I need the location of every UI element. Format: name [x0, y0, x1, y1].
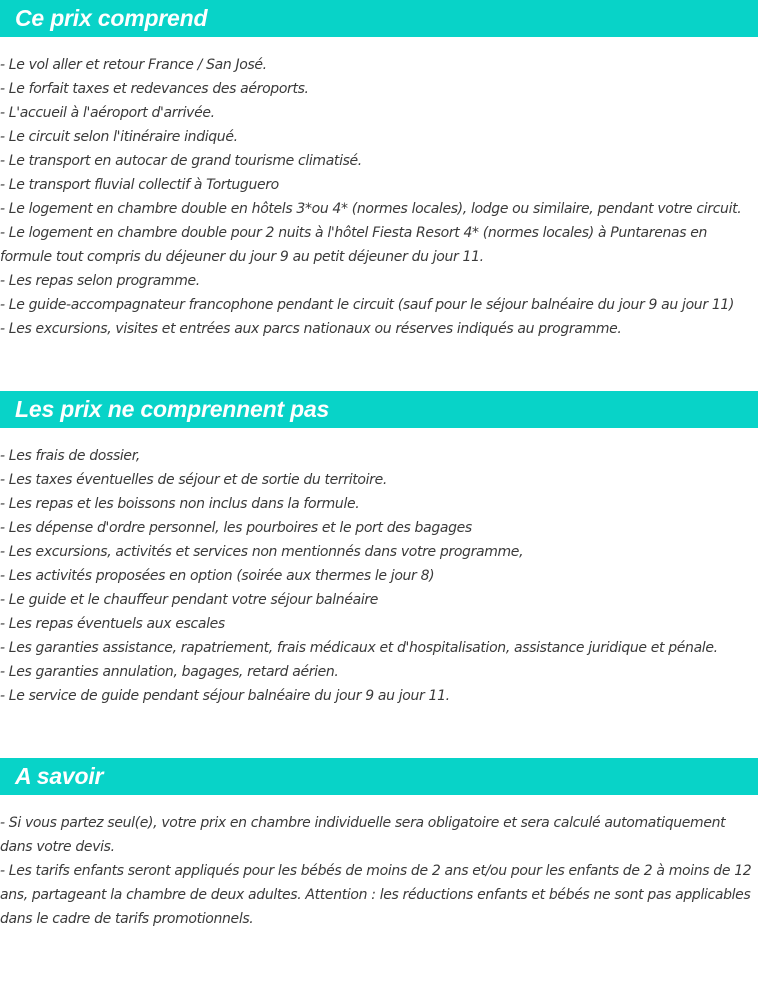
- list-item: - Les excursions, visites et entrées aux parcs nationaux ou réserves indiqués au programme.: [0, 321, 622, 337]
- list-item: - Le logement en chambre double pour 2 nuits à l'hôtel Fiesta Resort 4* (normes locales) à Puntarenas en formule tout compris du déjeuner du jour 9 au petit déjeuner du jour 11.: [0, 225, 708, 265]
- list-item: - Le transport fluvial collectif à Tortuguero: [0, 177, 279, 193]
- list-item: - Le service de guide pendant séjour balnéaire du jour 9 au jour 11.: [0, 688, 450, 704]
- list-item: - Les activités proposées en option (soirée aux thermes le jour 8): [0, 568, 435, 584]
- list-item: - Le logement en chambre double en hôtels 3*ou 4* (normes locales), lodge ou similaire, pendant votre circuit.: [0, 201, 742, 217]
- section-title: Ce prix comprend: [0, 0, 758, 37]
- section-included: [0, 0, 758, 341]
- section-good-to-know: [0, 758, 758, 931]
- list-item: - Le forfait taxes et redevances des aéroports.: [0, 81, 309, 97]
- list-item: - Les tarifs enfants seront appliqués pour les bébés de moins de 2 ans et/ou pour les enfants de 2 à moins de 12 ans, partageant la chambre de deux adultes. Attention : les réductions enfants et bébés ne sont pas applicables dans le cadre de tarifs promotionnels.: [0, 863, 752, 927]
- list-item: - Les repas selon programme.: [0, 273, 200, 289]
- list-item: - L'accueil à l'aéroport d'arrivée.: [0, 105, 215, 121]
- list-item: - Si vous partez seul(e), votre prix en chambre individuelle sera obligatoire et sera calculé automatiquement dans votre devis.: [0, 815, 726, 855]
- list-item: - Les frais de dossier,: [0, 448, 140, 464]
- list-item: - Le vol aller et retour France / San José.: [0, 57, 267, 73]
- list-item: - Les taxes éventuelles de séjour et de sortie du territoire.: [0, 472, 387, 488]
- list-item: - Les garanties assistance, rapatriement, frais médicaux et d'hospitalisation, assistance juridique et pénale.: [0, 640, 718, 656]
- list-item: - Les dépense d'ordre personnel, les pourboires et le port des bagages: [0, 520, 472, 536]
- not-included-list: [0, 444, 758, 708]
- list-item: - Les garanties annulation, bagages, retard aérien.: [0, 664, 339, 680]
- good-to-know-list: [0, 811, 758, 931]
- included-list: [0, 53, 758, 341]
- list-item: - Le guide et le chauffeur pendant votre séjour balnéaire: [0, 592, 379, 608]
- section-title: A savoir: [0, 758, 758, 795]
- list-item: - Les excursions, activités et services non mentionnés dans votre programme,: [0, 544, 524, 560]
- section-not-included: [0, 391, 758, 708]
- list-item: - Le transport en autocar de grand tourisme climatisé.: [0, 153, 362, 169]
- list-item: - Les repas et les boissons non inclus dans la formule.: [0, 496, 360, 512]
- section-title: Les prix ne comprennent pas: [0, 391, 758, 428]
- list-item: - Le circuit selon l'itinéraire indiqué.: [0, 129, 238, 145]
- list-item: - Le guide-accompagnateur francophone pendant le circuit (sauf pour le séjour balnéaire du jour 9 au jour 11): [0, 297, 735, 313]
- list-item: - Les repas éventuels aux escales: [0, 616, 225, 632]
